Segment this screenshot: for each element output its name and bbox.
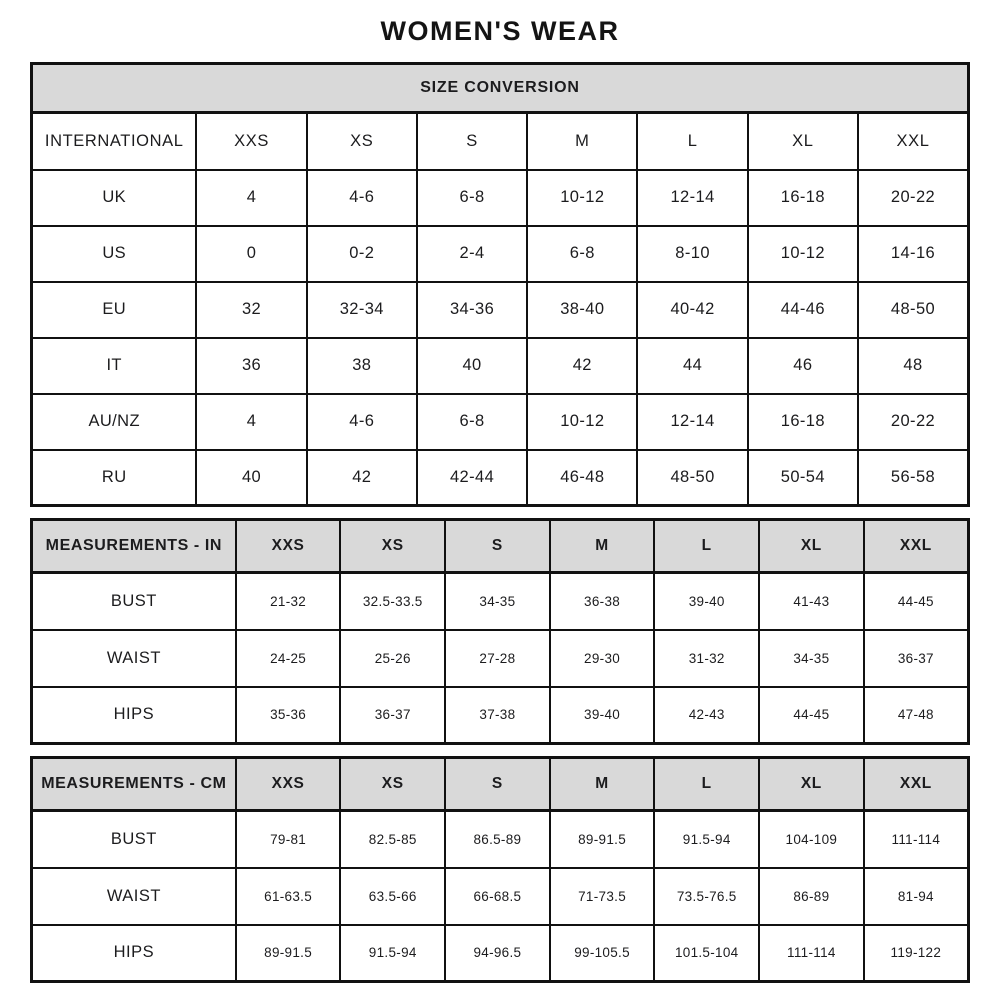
value-cell: 41-43 [759, 573, 864, 630]
value-cell: 32-34 [307, 282, 417, 338]
value-cell: 89-91.5 [236, 925, 341, 982]
value-cell: 0-2 [307, 226, 417, 282]
value-cell: 38 [307, 338, 417, 394]
value-cell: 24-25 [236, 630, 341, 687]
table-row [32, 226, 969, 282]
value-cell: 50-54 [748, 450, 858, 506]
value-cell: 12-14 [637, 394, 747, 450]
value-cell: 94-96.5 [445, 925, 550, 982]
value-cell: 2-4 [417, 226, 527, 282]
column-header-xxs: XXS [236, 520, 341, 573]
column-header-international: INTERNATIONAL [32, 113, 197, 170]
column-header-xxl: XXL [864, 520, 969, 573]
value-cell: 14-16 [858, 226, 969, 282]
value-cell: 34-35 [759, 630, 864, 687]
value-cell: 0 [196, 226, 306, 282]
column-header-m: M [550, 758, 655, 811]
column-header-xxs: XXS [196, 113, 306, 170]
column-header-xxl: XXL [864, 758, 969, 811]
table-row [32, 811, 969, 868]
value-cell: 71-73.5 [550, 868, 655, 925]
measurements-in-table [30, 518, 970, 745]
value-cell: 89-91.5 [550, 811, 655, 868]
row-label: IT [32, 338, 197, 394]
value-cell: 39-40 [654, 573, 759, 630]
column-header-xs: XS [307, 113, 417, 170]
column-header-xl: XL [748, 113, 858, 170]
row-label: US [32, 226, 197, 282]
value-cell: 36-38 [550, 573, 655, 630]
value-cell: 42-44 [417, 450, 527, 506]
value-cell: 36-37 [340, 687, 445, 744]
column-header-row [32, 520, 969, 573]
row-label: RU [32, 450, 197, 506]
column-header-xl: XL [759, 520, 864, 573]
value-cell: 4-6 [307, 170, 417, 226]
value-cell: 44-46 [748, 282, 858, 338]
column-header-m: M [550, 520, 655, 573]
column-header-l: L [654, 758, 759, 811]
measurements-in-header: MEASUREMENTS - IN [32, 520, 236, 573]
value-cell: 20-22 [858, 170, 969, 226]
value-cell: 66-68.5 [445, 868, 550, 925]
value-cell: 47-48 [864, 687, 969, 744]
value-cell: 38-40 [527, 282, 637, 338]
value-cell: 48 [858, 338, 969, 394]
column-header-row [32, 113, 969, 170]
value-cell: 8-10 [637, 226, 747, 282]
value-cell: 101.5-104 [654, 925, 759, 982]
value-cell: 32 [196, 282, 306, 338]
row-label: EU [32, 282, 197, 338]
value-cell: 27-28 [445, 630, 550, 687]
value-cell: 42 [527, 338, 637, 394]
value-cell: 37-38 [445, 687, 550, 744]
row-label: WAIST [32, 868, 236, 925]
value-cell: 40 [196, 450, 306, 506]
value-cell: 99-105.5 [550, 925, 655, 982]
value-cell: 25-26 [340, 630, 445, 687]
value-cell: 79-81 [236, 811, 341, 868]
value-cell: 42-43 [654, 687, 759, 744]
value-cell: 86.5-89 [445, 811, 550, 868]
value-cell: 46-48 [527, 450, 637, 506]
row-label: WAIST [32, 630, 236, 687]
table-row [32, 573, 969, 630]
value-cell: 82.5-85 [340, 811, 445, 868]
size-conversion-table [30, 62, 970, 507]
row-label: HIPS [32, 687, 236, 744]
column-header-row [32, 758, 969, 811]
table-row [32, 687, 969, 744]
value-cell: 48-50 [637, 450, 747, 506]
value-cell: 16-18 [748, 394, 858, 450]
value-cell: 6-8 [417, 394, 527, 450]
value-cell: 34-36 [417, 282, 527, 338]
row-label: BUST [32, 811, 236, 868]
value-cell: 111-114 [759, 925, 864, 982]
value-cell: 32.5-33.5 [340, 573, 445, 630]
value-cell: 39-40 [550, 687, 655, 744]
row-label: UK [32, 170, 197, 226]
value-cell: 35-36 [236, 687, 341, 744]
measurements-cm-table [30, 756, 970, 983]
value-cell: 81-94 [864, 868, 969, 925]
value-cell: 40-42 [637, 282, 747, 338]
table-row [32, 450, 969, 506]
column-header-xs: XS [340, 520, 445, 573]
value-cell: 73.5-76.5 [654, 868, 759, 925]
row-label: AU/NZ [32, 394, 197, 450]
table-row [32, 394, 969, 450]
table-row [32, 630, 969, 687]
value-cell: 10-12 [527, 170, 637, 226]
table-row [32, 170, 969, 226]
row-label: BUST [32, 573, 236, 630]
value-cell: 111-114 [864, 811, 969, 868]
value-cell: 10-12 [748, 226, 858, 282]
column-header-l: L [637, 113, 747, 170]
value-cell: 6-8 [417, 170, 527, 226]
value-cell: 36 [196, 338, 306, 394]
value-cell: 86-89 [759, 868, 864, 925]
column-header-m: M [527, 113, 637, 170]
column-header-xs: XS [340, 758, 445, 811]
value-cell: 46 [748, 338, 858, 394]
column-header-s: S [445, 520, 550, 573]
column-header-xxl: XXL [858, 113, 969, 170]
value-cell: 29-30 [550, 630, 655, 687]
measurements-cm-header: MEASUREMENTS - CM [32, 758, 236, 811]
value-cell: 40 [417, 338, 527, 394]
value-cell: 119-122 [864, 925, 969, 982]
value-cell: 4-6 [307, 394, 417, 450]
table-row [32, 282, 969, 338]
value-cell: 21-32 [236, 573, 341, 630]
row-label: HIPS [32, 925, 236, 982]
value-cell: 48-50 [858, 282, 969, 338]
column-header-s: S [417, 113, 527, 170]
value-cell: 56-58 [858, 450, 969, 506]
value-cell: 44 [637, 338, 747, 394]
value-cell: 44-45 [864, 573, 969, 630]
value-cell: 44-45 [759, 687, 864, 744]
table-banner-row [32, 64, 969, 113]
value-cell: 6-8 [527, 226, 637, 282]
column-header-s: S [445, 758, 550, 811]
value-cell: 34-35 [445, 573, 550, 630]
value-cell: 10-12 [527, 394, 637, 450]
value-cell: 63.5-66 [340, 868, 445, 925]
value-cell: 42 [307, 450, 417, 506]
value-cell: 91.5-94 [340, 925, 445, 982]
column-header-xl: XL [759, 758, 864, 811]
table-row [32, 338, 969, 394]
table-row [32, 925, 969, 982]
column-header-l: L [654, 520, 759, 573]
value-cell: 104-109 [759, 811, 864, 868]
value-cell: 16-18 [748, 170, 858, 226]
table-row [32, 868, 969, 925]
size-conversion-header: SIZE CONVERSION [32, 64, 969, 113]
value-cell: 91.5-94 [654, 811, 759, 868]
value-cell: 4 [196, 170, 306, 226]
page-title: WOMEN'S WEAR [380, 16, 620, 46]
value-cell: 20-22 [858, 394, 969, 450]
value-cell: 31-32 [654, 630, 759, 687]
column-header-xxs: XXS [236, 758, 341, 811]
value-cell: 36-37 [864, 630, 969, 687]
value-cell: 4 [196, 394, 306, 450]
value-cell: 12-14 [637, 170, 747, 226]
value-cell: 61-63.5 [236, 868, 341, 925]
